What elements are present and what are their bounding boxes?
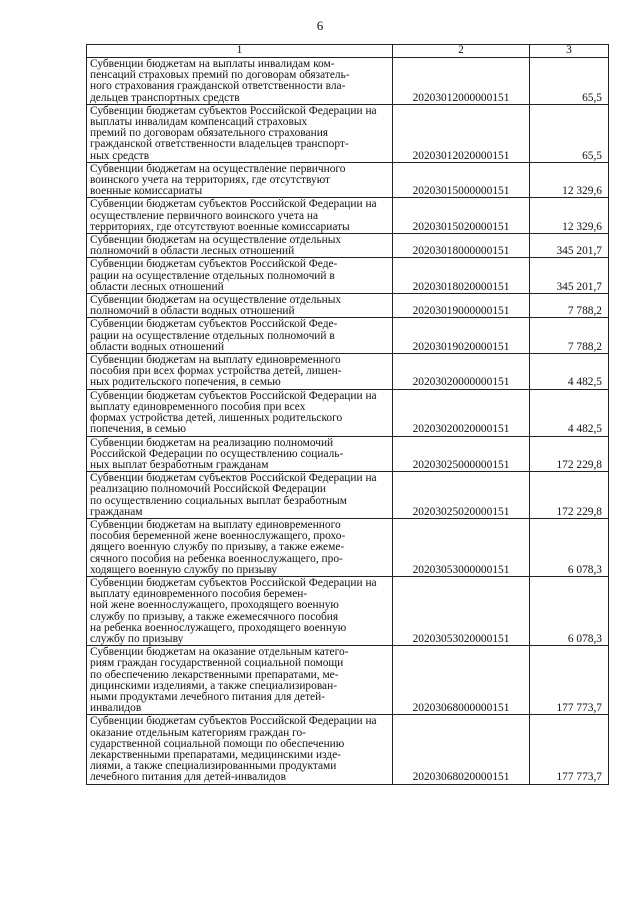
table-row	[87, 234, 609, 258]
row-code-cell: 20203015000000151	[393, 162, 530, 198]
table-row	[87, 646, 609, 715]
row-amount-cell: 177 773,7	[530, 646, 609, 715]
row-code-cell: 20203015020000151	[393, 198, 530, 234]
table-row	[87, 162, 609, 198]
row-name-cell: Субвенции бюджетам на осуществление первичного воинского учета на территориях, где отсутствуют военные комиссариаты	[87, 162, 393, 198]
row-amount-cell: 345 201,7	[530, 234, 609, 258]
row-name-cell: Субвенции бюджетам на оказание отдельным катего- риям граждан государственной социальной помощи по обеспечению лекарственными препаратами, ме- дицинскими изделиями, а также специализирован- ными продуктами лечебного питания для детей- инвалидов	[87, 646, 393, 715]
row-amount-cell: 172 229,8	[530, 472, 609, 519]
table-row	[87, 715, 609, 784]
table-row	[87, 436, 609, 472]
row-amount-cell: 65,5	[530, 58, 609, 105]
row-name-cell: Субвенции бюджетам на выплату единовременного пособия беременной жене военнослужащего, прохо- дящего военную службу по призыву, а также ежеме- сячного пособия на ребенка военнослужащего, про- ходящего военную службу по призыву	[87, 518, 393, 576]
row-code-cell: 20203053000000151	[393, 518, 530, 576]
row-amount-cell: 12 329,6	[530, 198, 609, 234]
row-code-cell: 20203019020000151	[393, 318, 530, 354]
budget-table-body	[87, 45, 609, 785]
table-header-row	[87, 45, 609, 58]
row-name-cell: Субвенции бюджетам на осуществление отдельных полномочий в области водных отношений	[87, 294, 393, 318]
row-amount-cell: 7 788,2	[530, 318, 609, 354]
row-name-cell: Субвенции бюджетам субъектов Российской Федерации на реализацию полномочий Российской Федерации по осуществлению социальных выплат безработным гражданам	[87, 472, 393, 519]
row-amount-cell: 4 482,5	[530, 354, 609, 390]
table-row	[87, 198, 609, 234]
row-amount-cell: 177 773,7	[530, 715, 609, 784]
row-name-cell: Субвенции бюджетам на осуществление отдельных полномочий в области лесных отношений	[87, 234, 393, 258]
table-row	[87, 518, 609, 576]
table-row	[87, 354, 609, 390]
row-code-cell: 20203012020000151	[393, 104, 530, 162]
table-row	[87, 58, 609, 105]
row-code-cell: 20203012000000151	[393, 58, 530, 105]
table-row	[87, 576, 609, 645]
row-amount-cell: 65,5	[530, 104, 609, 162]
row-code-cell: 20203018000000151	[393, 234, 530, 258]
row-name-cell: Субвенции бюджетам субъектов Российской Феде- рации на осуществление отдельных полномочий в области лесных отношений	[87, 258, 393, 294]
column-header-3: 3	[530, 45, 609, 58]
row-code-cell: 20203025020000151	[393, 472, 530, 519]
budget-table	[86, 44, 609, 785]
row-name-cell: Субвенции бюджетам субъектов Российской Федерации на выплаты инвалидам компенсаций страховых премий по договорам обязательного страхования гражданской ответственности владельцев транспорт- ных средств	[87, 104, 393, 162]
page-number: 6	[316, 18, 324, 33]
row-amount-cell: 6 078,3	[530, 518, 609, 576]
row-name-cell: Субвенции бюджетам на реализацию полномочий Российской Федерации по осуществлению социаль- ных выплат безработным гражданам	[87, 436, 393, 472]
row-name-cell: Субвенции бюджетам субъектов Российской Феде- рации на осуществление отдельных полномочий в области водных отношений	[87, 318, 393, 354]
table-row	[87, 104, 609, 162]
row-name-cell: Субвенции бюджетам субъектов Российской Федерации на выплату единовременного пособия беремен- ной жене военнослужащего, проходящего военную службу по призыву, а также ежемесячного пособия на ребенка военнослужащего, проходящего военную службу по призыву	[87, 576, 393, 645]
column-header-1: 1	[87, 45, 393, 58]
row-code-cell: 20203020020000151	[393, 389, 530, 436]
row-name-cell: Субвенции бюджетам на выплату единовременного пособия при всех формах устройства детей, лишен- ных родительского попечения, в семью	[87, 354, 393, 390]
row-amount-cell: 4 482,5	[530, 389, 609, 436]
table-row	[87, 389, 609, 436]
column-header-2: 2	[393, 45, 530, 58]
row-name-cell: Субвенции бюджетам субъектов Российской Федерации на выплату единовременного пособия при всех формах устройства детей, лишенных родительского попечения, в семью	[87, 389, 393, 436]
row-name-cell: Субвенции бюджетам субъектов Российской Федерации на осуществление первичного воинского учета на территориях, где отсутствуют военные комиссариаты	[87, 198, 393, 234]
row-code-cell: 20203025000000151	[393, 436, 530, 472]
row-amount-cell: 172 229,8	[530, 436, 609, 472]
row-code-cell: 20203019000000151	[393, 294, 530, 318]
table-row	[87, 258, 609, 294]
row-code-cell: 20203020000000151	[393, 354, 530, 390]
row-code-cell: 20203053020000151	[393, 576, 530, 645]
table-row	[87, 294, 609, 318]
row-code-cell: 20203068020000151	[393, 715, 530, 784]
row-name-cell: Субвенции бюджетам субъектов Российской Федерации на оказание отдельным категориям граждан го- сударственной социальной помощи по обеспечению лекарственными препаратами, медицинскими изде- лиями, а также специализированными продуктами лечебного питания для детей-инвалидов	[87, 715, 393, 784]
table-row	[87, 318, 609, 354]
row-amount-cell: 7 788,2	[530, 294, 609, 318]
row-code-cell: 20203068000000151	[393, 646, 530, 715]
row-amount-cell: 12 329,6	[530, 162, 609, 198]
row-name-cell: Субвенции бюджетам на выплаты инвалидам ком- пенсаций страховых премий по договорам обязатель- ного страхования гражданской ответственности вла- дельцев транспортных средств	[87, 58, 393, 105]
row-code-cell: 20203018020000151	[393, 258, 530, 294]
row-amount-cell: 6 078,3	[530, 576, 609, 645]
table-row	[87, 472, 609, 519]
row-amount-cell: 345 201,7	[530, 258, 609, 294]
